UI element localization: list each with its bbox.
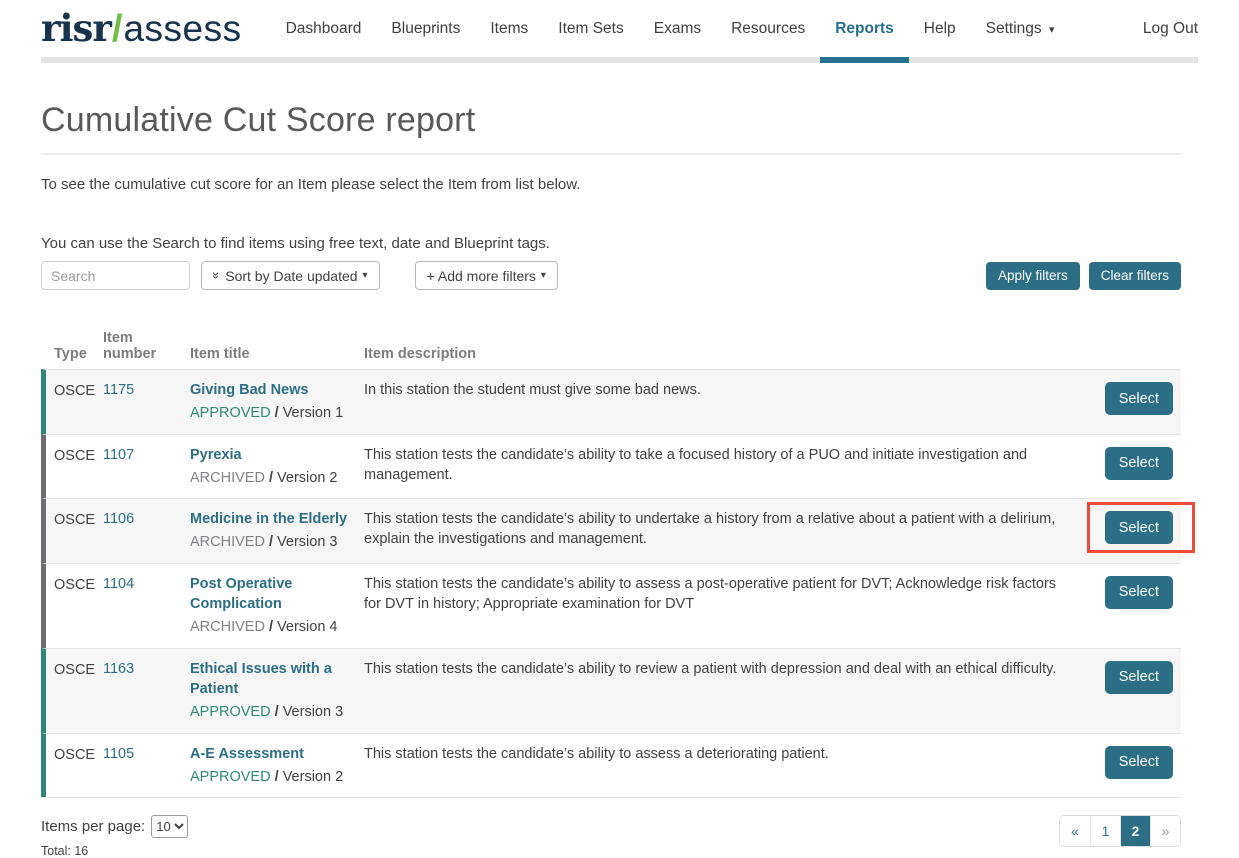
item-description: In this station the student must give some bad news. xyxy=(364,382,701,398)
status-badge: APPROVED xyxy=(190,405,271,422)
table-row xyxy=(41,563,1181,648)
item-title-link[interactable]: A-E Assessment xyxy=(190,745,304,762)
item-version: Version 1 xyxy=(282,405,344,422)
item-version: Version 2 xyxy=(282,768,344,785)
caret-down-icon: ▾ xyxy=(362,270,368,281)
status-badge: ARCHIVED xyxy=(190,534,265,551)
item-number-link[interactable]: 1175 xyxy=(103,382,135,398)
table-row xyxy=(41,369,1181,434)
item-number-link[interactable]: 1104 xyxy=(103,575,135,592)
item-version: Version 4 xyxy=(277,619,338,636)
item-version: Version 2 xyxy=(277,469,338,486)
pagination xyxy=(1059,815,1181,847)
status-badge: APPROVED xyxy=(190,704,271,721)
item-number-link[interactable]: 1107 xyxy=(103,446,135,463)
status-separator: / xyxy=(268,469,273,486)
table-row xyxy=(41,648,1181,733)
table-bottom-divider xyxy=(41,797,1181,798)
intro-text: To see the cumulative cut score for an Item please select the Item from list below. xyxy=(41,176,581,193)
select-button[interactable]: Select xyxy=(1105,382,1173,415)
item-title-link[interactable]: Ethical Issues with a Patient xyxy=(190,660,332,697)
item-number-link[interactable]: 1163 xyxy=(103,660,135,677)
item-description: This station tests the candidate’s ability to assess a deteriorating patient. xyxy=(364,745,829,762)
caret-down-icon: ▾ xyxy=(540,270,546,281)
item-status-line xyxy=(190,767,354,787)
header-item-description: Item description xyxy=(364,346,476,362)
nav-item-blueprints[interactable]: Blueprints xyxy=(391,19,461,37)
item-type: OSCE xyxy=(54,383,96,399)
header-item-number: Item number xyxy=(103,330,157,362)
item-version: Version 3 xyxy=(277,534,338,551)
select-button[interactable]: Select xyxy=(1105,511,1173,544)
sort-dropdown-button[interactable] xyxy=(201,261,380,290)
item-type: OSCE xyxy=(54,576,96,593)
item-type: OSCE xyxy=(54,447,96,464)
add-more-filters-label: + Add more filters xyxy=(426,267,536,284)
nav-item-item-sets[interactable]: Item Sets xyxy=(558,19,624,37)
header-item-title: Item title xyxy=(190,346,250,362)
total-count-label: Total: 16 xyxy=(41,844,89,858)
status-separator: / xyxy=(274,768,279,785)
item-status-line xyxy=(190,403,354,423)
status-separator: / xyxy=(274,405,279,422)
clear-filters-button[interactable]: Clear filters xyxy=(1089,262,1181,290)
item-description: This station tests the candidate’s ability to assess a post-operative patient for DVT; Acknowledge risk factors for DVT in history; Appropriate examination for DVT xyxy=(364,575,1057,613)
add-more-filters-button[interactable] xyxy=(415,261,558,290)
search-input[interactable] xyxy=(41,261,190,290)
status-badge: ARCHIVED xyxy=(190,469,265,486)
status-separator: / xyxy=(274,704,279,721)
status-separator: / xyxy=(268,619,273,636)
nav-item-help[interactable]: Help xyxy=(923,19,956,37)
item-status-line xyxy=(190,702,354,722)
table-row xyxy=(41,733,1181,798)
table-row xyxy=(41,498,1181,563)
item-status-line xyxy=(190,532,354,552)
page-title: Cumulative Cut Score report xyxy=(41,101,476,139)
item-status-line xyxy=(190,617,354,637)
item-type: OSCE xyxy=(54,661,96,678)
select-button[interactable]: Select xyxy=(1105,447,1173,480)
header-type: Type xyxy=(54,346,87,362)
table-header-row xyxy=(41,330,1181,369)
settings-label: Settings xyxy=(985,19,1042,37)
nav-menu xyxy=(286,1,1071,57)
item-description: This station tests the candidate’s ability to take a focused history of a PUO and initiate investigation and management. xyxy=(364,446,1028,483)
status-separator: / xyxy=(268,534,273,551)
main-content xyxy=(41,101,1181,858)
highlight-annotation-box xyxy=(1105,511,1173,544)
logout-link[interactable]: Log Out xyxy=(1142,19,1198,37)
items-per-page-label: Items per page: xyxy=(41,818,146,836)
item-type: OSCE xyxy=(54,512,96,529)
item-version: Version 3 xyxy=(282,704,344,721)
sort-label: Sort by Date updated xyxy=(225,267,358,284)
item-title-link[interactable]: Post Operative Complication xyxy=(190,575,293,613)
pagination-page-2-active[interactable]: 2 xyxy=(1120,816,1150,846)
item-title-link[interactable]: Medicine in the Elderly xyxy=(190,511,348,528)
chevron-down-icon: ▾ xyxy=(1049,23,1055,36)
search-hint-text: You can use the Search to find items using free text, date and Blueprint tags. xyxy=(41,235,550,252)
item-status-line xyxy=(190,468,354,488)
pagination-last-button[interactable]: » xyxy=(1150,816,1180,846)
select-button[interactable]: Select xyxy=(1105,576,1173,609)
item-type: OSCE xyxy=(54,746,96,763)
logo-text-risr: risr xyxy=(41,6,111,50)
navbar-divider xyxy=(41,57,1198,63)
select-button[interactable]: Select xyxy=(1105,746,1173,779)
nav-item-dashboard[interactable]: Dashboard xyxy=(285,19,362,37)
app-logo[interactable] xyxy=(41,6,242,51)
logo-text-assess: assess xyxy=(123,8,242,49)
filter-toolbar xyxy=(41,261,1181,290)
item-title-link[interactable]: Pyrexia xyxy=(190,446,242,463)
pagination-first-button[interactable]: « xyxy=(1060,816,1090,846)
logo-slash: / xyxy=(111,8,123,50)
item-number-link[interactable]: 1106 xyxy=(103,511,135,528)
double-chevron-down-icon: » xyxy=(209,271,225,280)
nav-item-reports[interactable]: Reports xyxy=(835,1,894,57)
table-footer xyxy=(41,815,1181,858)
apply-filters-button[interactable]: Apply filters xyxy=(986,262,1080,290)
table-row xyxy=(41,434,1181,499)
nav-item-settings[interactable] xyxy=(986,1,1055,57)
item-description: This station tests the candidate’s ability to undertake a history from a relative about a patient with a delirium, explain the investigations and management. xyxy=(364,511,1056,548)
title-divider xyxy=(41,153,1181,155)
select-button[interactable]: Select xyxy=(1105,661,1173,694)
item-title-link[interactable]: Giving Bad News xyxy=(190,382,309,398)
item-description: This station tests the candidate’s ability to review a patient with depression and deal with an ethical difficulty. xyxy=(364,660,1057,677)
status-badge: ARCHIVED xyxy=(190,619,265,636)
status-badge: APPROVED xyxy=(190,768,271,785)
pagination-page-1[interactable]: 1 xyxy=(1090,816,1120,846)
navbar xyxy=(0,0,1239,63)
item-number-link[interactable]: 1105 xyxy=(103,745,135,762)
items-table xyxy=(41,330,1181,798)
nav-item-items[interactable]: Items xyxy=(490,19,529,37)
per-page-block xyxy=(41,815,188,858)
items-per-page-select[interactable] xyxy=(151,815,188,838)
nav-item-resources[interactable]: Resources xyxy=(731,19,806,37)
nav-item-exams[interactable]: Exams xyxy=(653,19,702,37)
